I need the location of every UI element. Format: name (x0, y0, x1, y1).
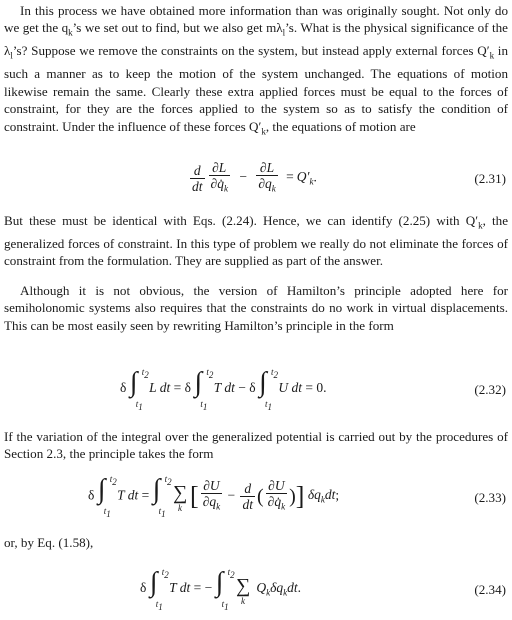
equation-number: (2.31) (474, 171, 506, 186)
equation-2-32-body: δ ∫ $t_2$ $t_1$ L dt = δ ∫ $t_2$ $t_1$ T dt − δ ∫ $t_2$ $t_1$ U dt = 0. (120, 367, 327, 412)
paragraph-1: In this process we have obtained more information than was originally sought. Not only do we get the $q_k’s$ we set out to find, but we also get $m\lambda_l’s$. What is the physical significance of the $\lambda_l’s$? Suppose we remove the constraints on the system, but instead apply external forces $Q'_k$ in such a manner as to keep the motion of the system unchanged. The equations of motion likewise remain the same. Clearly these extra applied forces must be equal to the forces of constraint, for they are the forces applied to the system so as to satisfy the condition of constraint. Under the influence of these forces $Q'_k$, the equations of motion are (4, 3, 508, 137)
equation-2-31-body: $\frac{d}{dt}$ $\frac{\partial L}{\partial q̇_k}$ − $\frac{\partial L}{\partial q_k}$ = $Q'_k$. (192, 160, 317, 194)
equation-number: (2.34) (474, 582, 506, 597)
paragraph-3: Although it is not obvious, the version of Hamilton’s principle adopted here for semiholonomic systems also requires that the constraints do no work in virtual displacements. This can be most easily seen by rewriting Hamilton’s principle in the form (4, 283, 508, 333)
paragraph-2: But these must be identical with Eqs. (2.24). Hence, we can identify (2.25) with $Q'_k$, the generalized forces of constraint. In this type of problem we really do not eliminate the forces of constraint from the formulation. They are supplied as part of the answer. (4, 213, 509, 269)
paragraph-4: If the variation of the integral over the generalized potential is carried out by the procedures of Section 2.3, the principle takes the form (4, 429, 508, 462)
equation-2-33-body: δ ∫ $t_2$ $t_1$ T dt = ∫ $t_2$ $t_1$ ∑ k [ $\frac{\partial U}{\partial q_k}$ − $\frac{d}{dt}$ ( $\frac{\partial U}{\partial q̇_k}$ )] $\delta q_kdt$; (88, 474, 340, 520)
equation-2-34-body: δ ∫ $t_2$ $t_1$ T dt = − ∫ $t_2$ $t_1$ ∑ k $Q_k\delta q_kdt$. (140, 567, 302, 612)
equation-number: (2.33) (474, 490, 506, 505)
equation-2-33 (0, 474, 512, 520)
equation-2-31 (0, 158, 512, 198)
paragraph-5: or, by Eq. (1.58), (4, 535, 94, 550)
equation-number: (2.32) (474, 382, 506, 397)
equation-2-32 (0, 367, 512, 412)
equation-2-34 (0, 567, 512, 614)
